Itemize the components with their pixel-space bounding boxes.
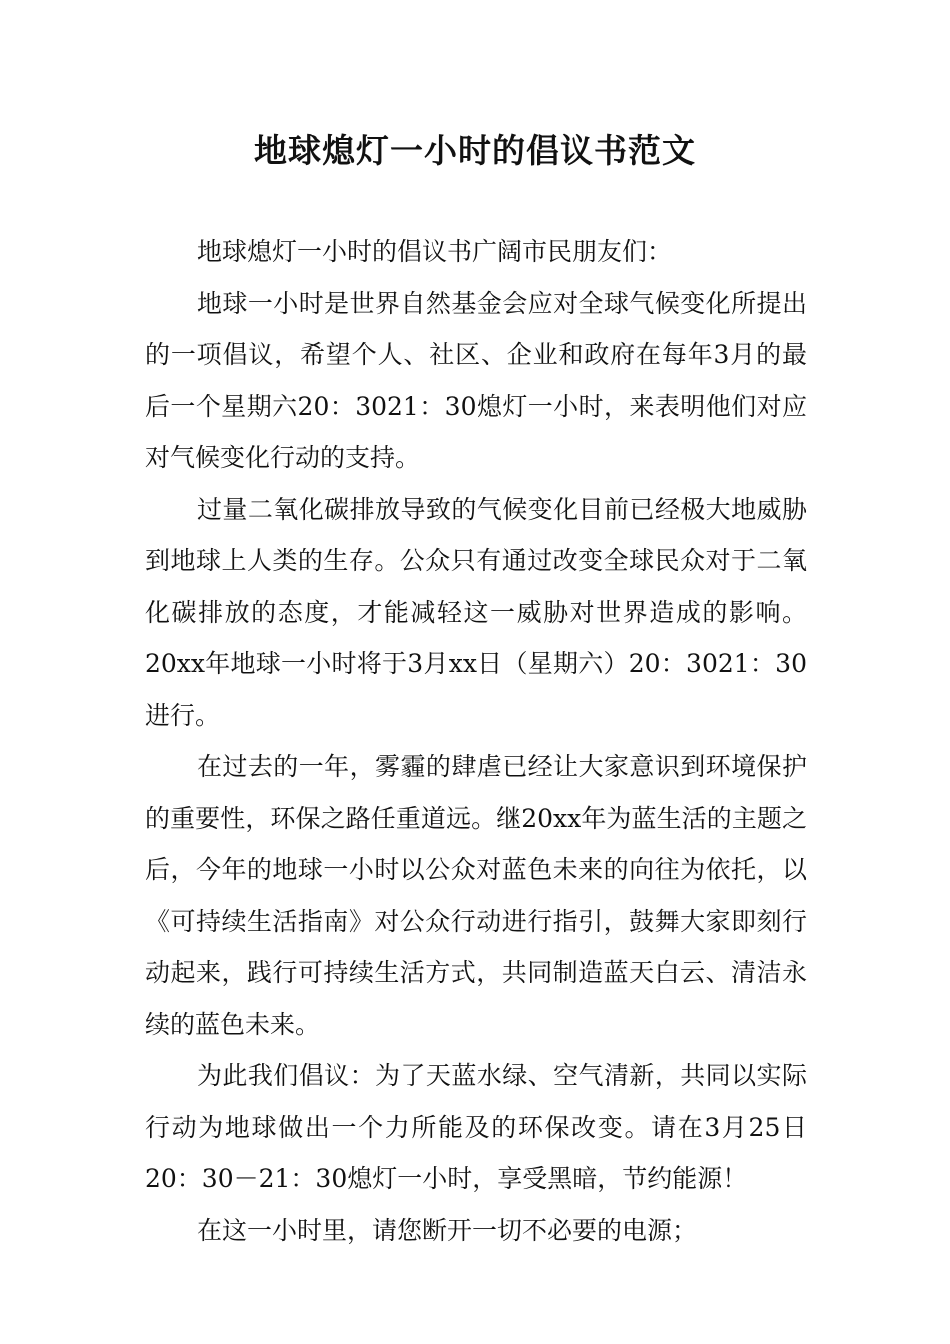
- paragraph-proposal: 为此我们倡议：为了天蓝水绿、空气清新，共同以实际行动为地球做出一个力所能及的环保改变。请在3月25日20：30－21：30熄灯一小时，享受黑暗，节约能源！: [145, 1061, 807, 1193]
- paragraph-salutation: 地球熄灯一小时的倡议书广阔市民朋友们：: [197, 237, 673, 266]
- paragraph-past-year: 在过去的一年，雾霾的肆虐已经让大家意识到环境保护的重要性，环保之路任重道远。继20xx年为蓝生活的主题之后，今年的地球一小时以公众对蓝色未来的向往为依托，以《可持续生活指南》对公众行动进行指引，鼓舞大家即刻行动起来，践行可持续生活方式，共同制造蓝天白云、清洁永续的蓝色未来。: [145, 752, 807, 1039]
- document-title: 地球熄灯一小时的倡议书范文: [254, 131, 696, 170]
- document-body: [145, 226, 807, 1256]
- paragraph-intro: 地球一小时是世界自然基金会应对全球气候变化所提出的一项倡议，希望个人、社区、企业和政府在每年3月的最后一个星期六20：3021：30熄灯一小时，来表明他们对应对气候变化行动的支持。: [145, 288, 807, 472]
- paragraph-power-off: 在这一小时里，请您断开一切不必要的电源；: [197, 1215, 698, 1245]
- paragraph-co2-threat: 过量二氧化碳排放导致的气候变化目前已经极大地威胁到地球上人类的生存。公众只有通过改变全球民众对于二氧化碳排放的态度，才能减轻这一威胁对世界造成的影响。20xx年地球一小时将于3月xx日（星期六）20：3021：30进行。: [145, 494, 807, 730]
